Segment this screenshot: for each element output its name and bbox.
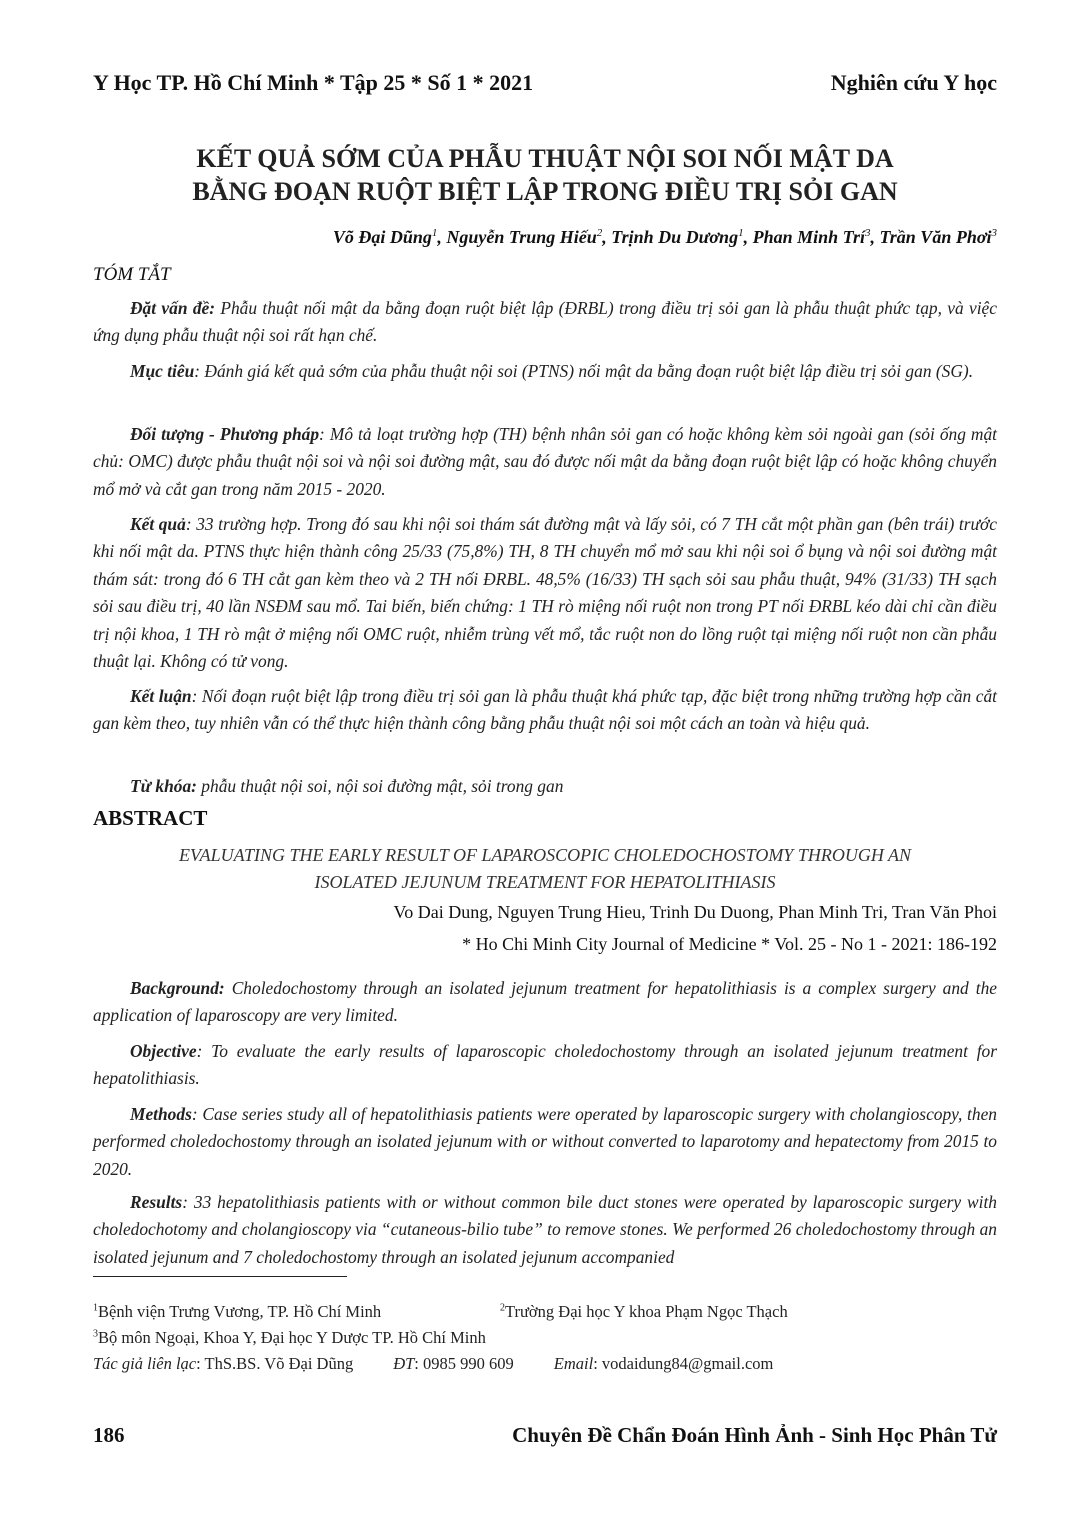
vn-label-conclusion: Kết luận [130,686,192,706]
author-list-vn: Võ Đại Dũng$^1$, Nguyễn Trung Hiếu$^2$, Trịnh Du Dương$^1$, Phan Minh Trí$^3$, Trần Văn Phơi$^3$ [332,227,997,247]
footnote-text-2: Trường Đại học Y khoa Phạm Ngọc Thạch [505,1302,788,1321]
page-number: 186 [93,1423,125,1447]
footnote-affiliation-1: $^1$Bệnh viện Trưng Vương, TP. Hồ Chí Minh [93,1302,382,1321]
vn-label-methods: Đối tượng - Phương pháp [130,424,320,444]
vn-paragraph-methods [93,421,997,503]
en-label-objective: Objective [130,1041,197,1061]
section-heading-abstract: ABSTRACT [93,806,208,830]
running-header-section: Nghiên cứu Y học [830,70,997,95]
phone-value: : 0985 990 609 [414,1354,514,1373]
en-paragraph-results [93,1189,997,1271]
running-header-journal: Y Học TP. Hồ Chí Minh * Tập 25 * Số 1 * 2021 [93,70,534,95]
author-affiliation: 3 [991,227,997,239]
en-paragraph-methods [93,1101,997,1183]
article-title [93,142,997,208]
vn-label-objective: Mục tiêu [130,361,195,381]
en-label-background: Background: [130,978,225,998]
article-title-line-1: KẾT QUẢ SỚM CỦA PHẪU THUẬT NỘI SOI NỐI MẬT DA [196,144,894,173]
author-list-en: Vo Dai Dung, Nguyen Trung Hieu, Trinh Du Duong, Phan Minh Tri, Tran Văn Phoi [393,902,997,922]
en-text-methods: : Case series study all of hepatolithiasis patients were operated by laparoscopic surgery with cholangioscopy, then performed choledochostomy through an isolated jejunum with or without converted to laparotomy and hepatectomy from 2015 to 2020. [93,1104,997,1179]
vn-text-background: Phẫu thuật nối mật da bằng đoạn ruột biệt lập (ĐRBL) trong điều trị sỏi gan là phẫu thuật phức tạp, và việc ứng dụng phẫu thuật nội soi rất hạn chế. [93,298,997,346]
vn-paragraph-results [93,511,997,675]
en-text-results: : 33 hepatolithiasis patients with or without common bile duct stones were operated by laparoscopic surgery with choledochotomy and cholangioscopy via “cutaneous-bilio tube” to remove stones. We performed 26 choledochostomy through an isolated jejunum and 7 choledochostomy through an isolated jejunum accompanied [93,1192,997,1267]
email-label: Email [553,1354,594,1373]
footnote-text-3: Bộ môn Ngoại, Khoa Y, Đại học Y Dược TP. Hồ Chí Minh [98,1328,486,1347]
author-name: Nguyễn Trung Hiếu [446,227,597,247]
vn-label-results: Kết quả [130,514,186,534]
footnote-affiliation-2: $^2$Trường Đại học Y khoa Phạm Ngọc Thạch [500,1302,788,1321]
email-value: : vodaidung84@gmail.com [593,1354,774,1373]
footnote-contact [93,1354,773,1374]
author-affiliation: 2 [596,227,603,239]
running-footer-title: Chuyên Đề Chẩn Đoán Hình Ảnh - Sinh Học Phân Tử [512,1423,997,1447]
vn-text-results: : 33 trường hợp. Trong đó sau khi nội soi thám sát đường mật và lấy sỏi, có 7 TH cắt một phần gan (bên trái) trước khi nối mật da. PTNS thực hiện thành công 25/33 (75,8%) TH, 8 TH chuyển mổ mở sau khi nội soi ổ bụng và nội soi đường mật thám sát: trong đó 6 TH cắt gan kèm theo và 2 TH nối ĐRBL. 48,5% (16/33) TH sạch sỏi sau phẫu thuật, 94% (31/33) TH sạch sỏi sau điều trị, 40 lần NSĐM sau mổ. Tai biến, biến chứng: 1 TH rò miệng nối ruột non trong PT nối ĐRBL kéo dài chỉ cần điều trị nội khoa, 1 TH rò mật ở miệng nối OMC ruột, nhiễm trùng vết mổ, tắc ruột non do lồng ruột tại miệng nối ruột non cần phẫu thuật lại. Không có tử vong. [93,514,997,672]
en-label-methods: Methods [130,1104,192,1124]
author-affiliation: 3 [864,227,871,239]
english-title-line-1: EVALUATING THE EARLY RESULT OF LAPAROSCOPIC CHOLEDOCHOSTOMY THROUGH AN [178,845,911,865]
article-title-line-2: BẰNG ĐOẠN RUỘT BIỆT LẬP TRONG ĐIỀU TRỊ SỎI GAN [192,177,898,206]
contact-value: : ThS.BS. Võ Đại Dũng [196,1354,354,1373]
vn-paragraph-objective [93,358,997,385]
footnote-affiliation-3: $^3$Bộ môn Ngoại, Khoa Y, Đại học Y Dược TP. Hồ Chí Minh [93,1328,486,1347]
phone-label: ĐT [393,1354,415,1373]
footnote-text-1: Bệnh viện Trưng Vương, TP. Hồ Chí Minh [98,1302,382,1321]
en-text-background: Choledochostomy through an isolated jejunum treatment for hepatolithiasis is a complex surgery and the application of laparoscopy are very limited. [93,978,997,1026]
vn-text-conclusion: : Nối đoạn ruột biệt lập trong điều trị sỏi gan là phẫu thuật khá phức tạp, đặc biệt trong những trường hợp cần cắt gan kèm theo, tuy nhiên vẫn có thể thực hiện thành công bằng phẫu thuật nội soi một cách an toàn và hiệu quả. [93,686,998,734]
author-name: Trần Văn Phơi [879,227,992,247]
vn-paragraph-keywords [93,773,997,800]
section-heading-tomtat: TÓM TẮT [93,264,171,285]
vn-paragraph-background [93,295,997,350]
contact-label: Tác giả liên lạc [93,1354,197,1373]
author-affiliation: 1 [431,227,438,239]
vn-label-keywords: Từ khóa: [130,776,197,796]
en-paragraph-objective [93,1038,997,1093]
english-title-line-2: ISOLATED JEJUNUM TREATMENT FOR HEPATOLITHIASIS [314,872,776,892]
vn-label-background: Đặt vấn đề: [130,298,216,318]
en-text-objective: : To evaluate the early results of laparoscopic choledochostomy through an isolated jejunum treatment for hepatolithiasis. [93,1041,997,1089]
vn-text-keywords: phẫu thuật nội soi, nội soi đường mật, sỏi trong gan [196,776,564,796]
author-affiliation: 1 [738,227,744,239]
journal-citation: * Ho Chi Minh City Journal of Medicine * Vol. 25 - No 1 - 2021: 186-192 [462,934,997,954]
en-label-results: Results [130,1192,183,1212]
author-name: Võ Đại Dũng [332,227,432,247]
english-title [93,842,997,896]
vn-text-methods: : Mô tả loạt trường hợp (TH) bệnh nhân sỏi gan có hoặc không kèm sỏi ngoài gan (sỏi ống mật chủ: OMC) được phẫu thuật nội soi và nội soi đường mật, sau đó được nối mật da bằng đoạn ruột biệt lập có hoặc không chuyển mổ mở và cắt gan trong năm 2015 - 2020. [93,424,997,499]
author-name: Phan Minh Trí [752,227,865,247]
vn-paragraph-conclusion [93,683,997,738]
en-paragraph-background [93,975,997,1030]
vn-text-objective: : Đánh giá kết quả sớm của phẫu thuật nội soi (PTNS) nối mật da bằng đoạn ruột biệt lập điều trị sỏi gan (SG). [194,361,974,381]
footnote-divider [93,1276,347,1277]
author-name: Trịnh Du Dương [611,227,739,247]
